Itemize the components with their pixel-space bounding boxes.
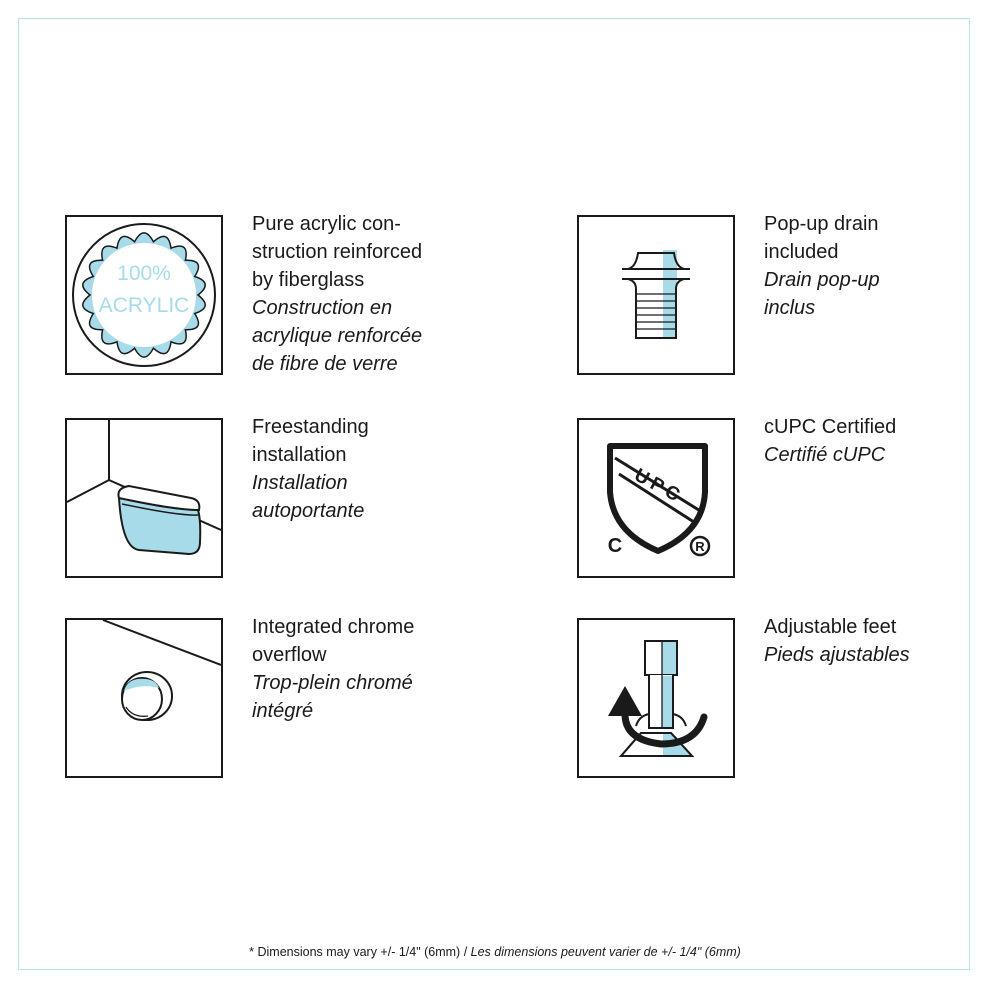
- cupc-shield-icon: [579, 420, 733, 576]
- badge-acrylic: ACRYLIC: [98, 294, 190, 317]
- en-line: cUPC Certified: [764, 416, 897, 438]
- footnote-fr: Les dimensions peuvent varier de +/- 1/4" (6mm): [470, 945, 741, 959]
- en-line: installation: [252, 444, 347, 466]
- fr-line: Drain pop-up: [764, 269, 880, 291]
- feature-text: [252, 413, 482, 525]
- popup-drain-icon: [579, 217, 733, 373]
- fr-line: Construction en: [252, 297, 393, 319]
- fr-line: Pieds ajustables: [764, 644, 910, 666]
- en-line: overflow: [252, 644, 327, 666]
- en-line: Pure acrylic con-: [252, 213, 401, 235]
- icon-frame: [577, 215, 735, 375]
- icon-frame: [577, 618, 735, 778]
- fr-line: inclus: [764, 297, 816, 319]
- fr-line: de fibre de verre: [252, 353, 398, 375]
- footnote: [0, 945, 990, 959]
- en-line: Adjustable feet: [764, 616, 897, 638]
- fr-line: acrylique renforcée: [252, 325, 423, 347]
- shield-upc-text: UPC: [630, 464, 687, 508]
- feature-text: [252, 613, 482, 725]
- icon-frame: [65, 618, 223, 778]
- icon-frame: [577, 418, 735, 578]
- adjustable-feet-icon: [579, 620, 733, 776]
- badge-percent: 100%: [117, 262, 171, 285]
- en-line: struction reinforced: [252, 241, 423, 263]
- feature-text: [764, 210, 990, 322]
- feature-text: [252, 210, 482, 378]
- en-line: Integrated chrome: [252, 616, 415, 638]
- icon-frame: [65, 215, 223, 375]
- icon-frame: [65, 418, 223, 578]
- fr-line: intégré: [252, 700, 314, 722]
- footnote-en: * Dimensions may vary +/- 1/4" (6mm) /: [249, 945, 468, 959]
- en-line: Freestanding: [252, 416, 369, 438]
- mark-r: R: [695, 539, 705, 554]
- mark-c: C: [607, 535, 623, 557]
- freestanding-tub-icon: [67, 420, 221, 576]
- fr-line: autoportante: [252, 500, 365, 522]
- chrome-overflow-icon: [67, 620, 221, 776]
- en-line: included: [764, 241, 839, 263]
- acrylic-badge-icon: [67, 217, 221, 373]
- fr-line: Installation: [252, 472, 348, 494]
- fr-line: Certifié cUPC: [764, 444, 886, 466]
- en-line: Pop-up drain: [764, 213, 879, 235]
- en-line: by fiberglass: [252, 269, 365, 291]
- feature-text: [764, 413, 990, 469]
- fr-line: Trop-plein chromé: [252, 672, 413, 694]
- feature-text: [764, 613, 990, 669]
